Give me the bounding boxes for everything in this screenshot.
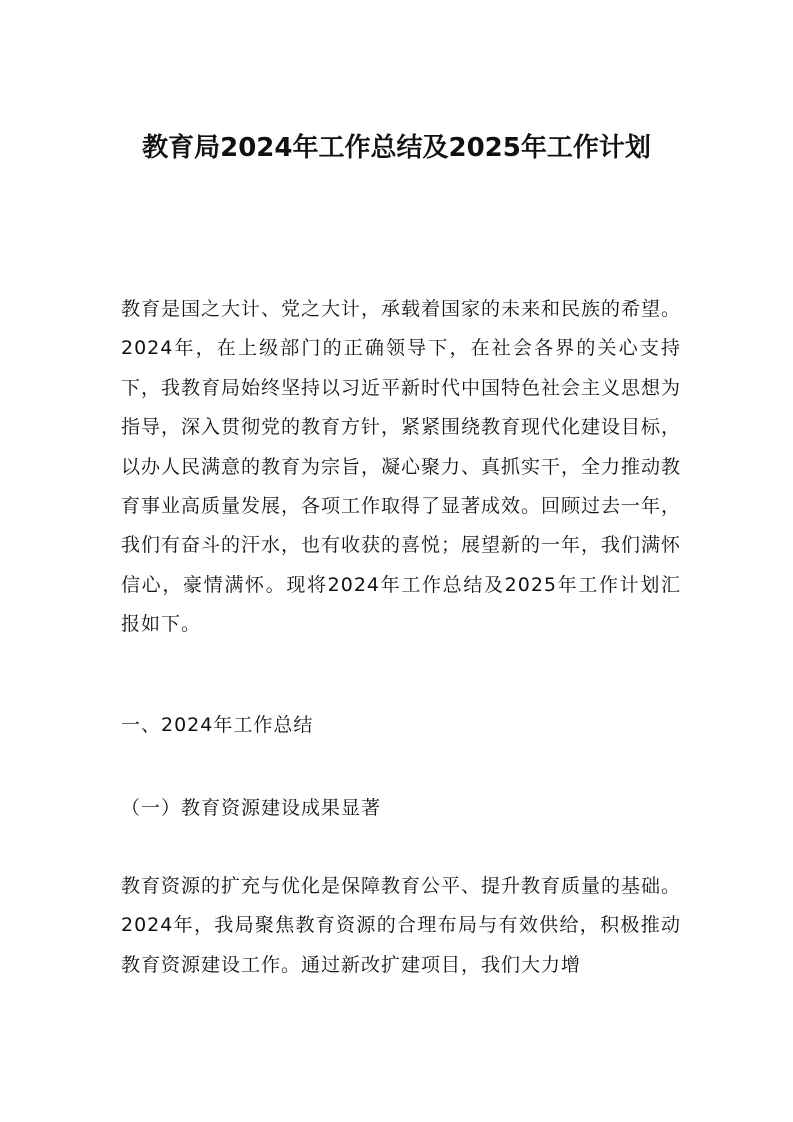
subsection-paragraph: 教育资源的扩充与优化是保障教育公平、提升教育质量的基础。2024年，我局聚焦教育资源的合理布局与有效供给，积极推动教育资源建设工作。通过新改扩建项目，我们大力增 [121, 875, 682, 976]
intro-paragraph: 教育是国之大计、党之大计，承载着国家的未来和民族的希望。2024年，在上级部门的正确领导下，在社会各界的关心支持下，我教育局始终坚持以习近平新时代中国特色社会主义思想为指导，深入贯彻党的教育方针，紧紧围绕教育现代化建设目标，以办人民满意的教育为宗旨，凝心聚力、真抓实干，全力推动教育事业高质量发展，各项工作取得了显著成效。回顾过去一年，我们有奋斗的汗水，也有收获的喜悦；展望新的一年，我们满怀信心，豪情满怀。现将2024年工作总结及2025年工作计划汇报如下。 [121, 298, 682, 636]
subsection-heading: （一）教育资源建设成果显著 [121, 797, 382, 819]
section-heading: 一、2024年工作总结 [121, 714, 314, 736]
document-title: 教育局2024年工作总结及2025年工作计划 [142, 133, 651, 163]
